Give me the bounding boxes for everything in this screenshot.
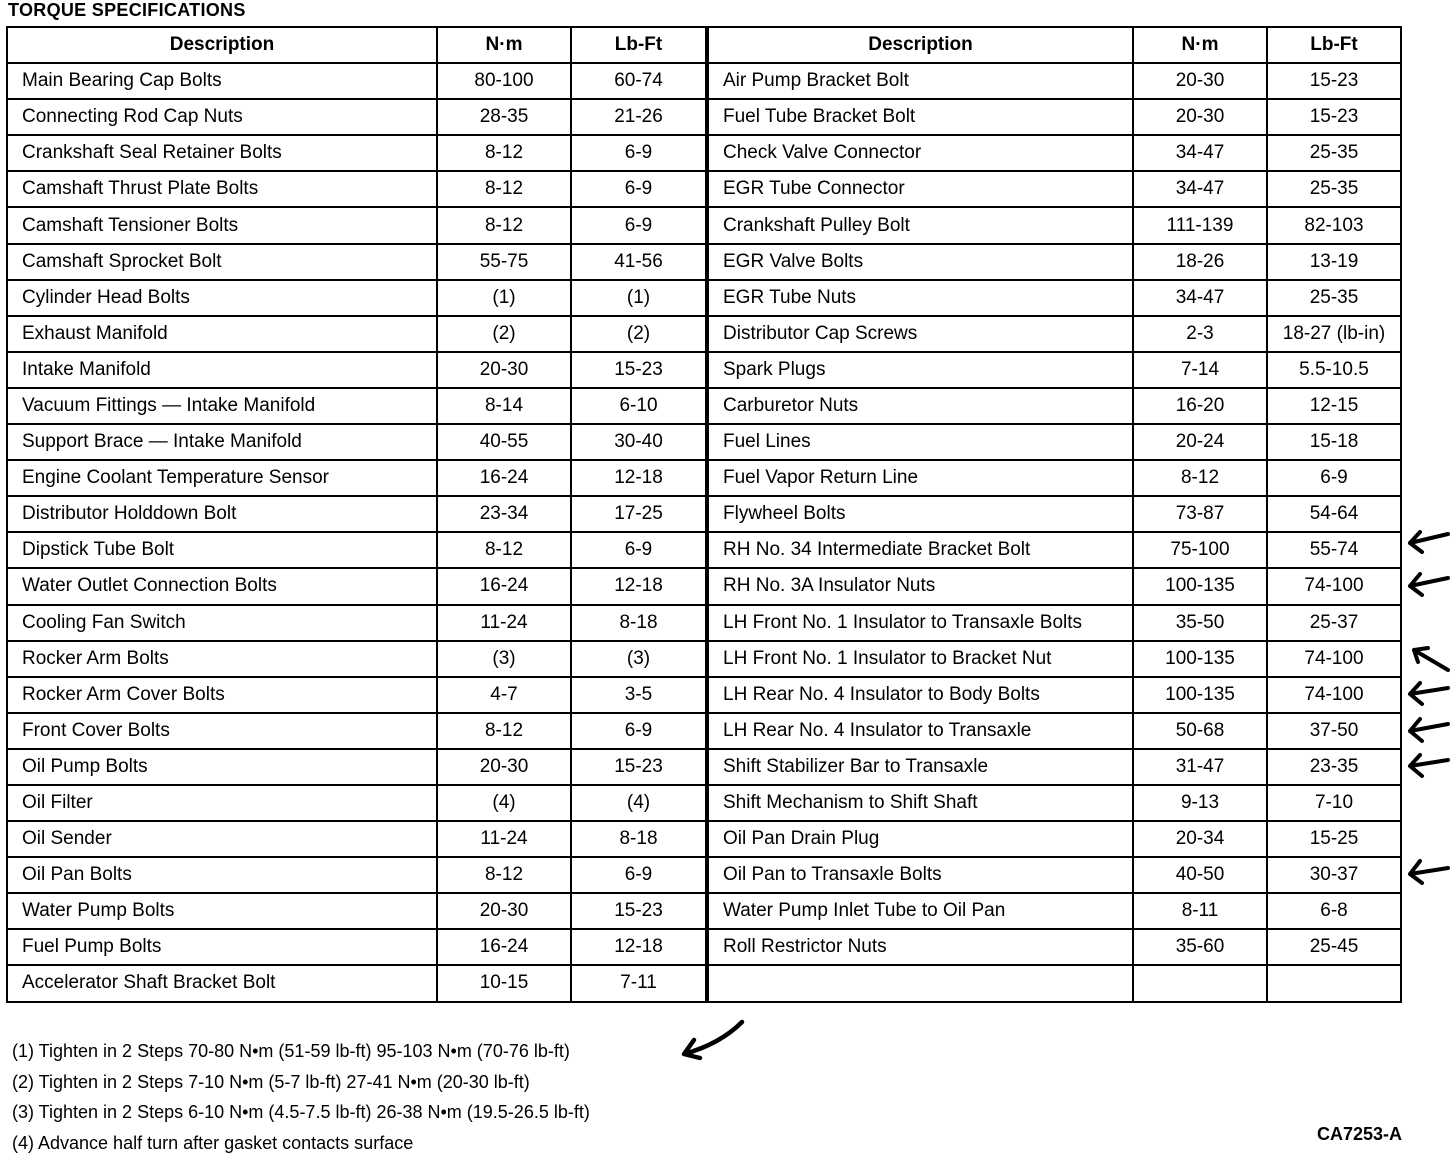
right-nm-cell: 100-135 xyxy=(1133,641,1267,677)
left-lbft-cell: (2) xyxy=(571,316,707,352)
table-row xyxy=(7,857,1401,893)
right-description-cell: Shift Stabilizer Bar to Transaxle xyxy=(707,749,1133,785)
table-row xyxy=(7,641,1401,677)
left-description-cell: Water Outlet Connection Bolts xyxy=(7,568,437,604)
left-nm-cell: 28-35 xyxy=(437,99,571,135)
left-lbft-cell: 8-18 xyxy=(571,821,707,857)
table-row xyxy=(7,496,1401,532)
left-nm-cell: 16-24 xyxy=(437,568,571,604)
right-nm-cell: 20-30 xyxy=(1133,63,1267,99)
left-description-cell: Exhaust Manifold xyxy=(7,316,437,352)
right-description-cell: Spark Plugs xyxy=(707,352,1133,388)
left-description-cell: Fuel Pump Bolts xyxy=(7,929,437,965)
left-description-cell: Dipstick Tube Bolt xyxy=(7,532,437,568)
left-lbft-cell: 41-56 xyxy=(571,244,707,280)
table-row xyxy=(7,280,1401,316)
right-lbft-cell: 12-15 xyxy=(1267,388,1401,424)
right-lbft-cell: 55-74 xyxy=(1267,532,1401,568)
footnotes xyxy=(12,1036,590,1158)
right-nm-cell: 35-60 xyxy=(1133,929,1267,965)
right-lbft-cell: 54-64 xyxy=(1267,496,1401,532)
right-description-cell: LH Front No. 1 Insulator to Transaxle Bolts xyxy=(707,605,1133,641)
right-description-cell: Carburetor Nuts xyxy=(707,388,1133,424)
right-description-cell: Fuel Vapor Return Line xyxy=(707,460,1133,496)
left-lbft-cell: 8-18 xyxy=(571,605,707,641)
right-description-cell: Roll Restrictor Nuts xyxy=(707,929,1133,965)
table-row xyxy=(7,749,1401,785)
left-description-cell: Cooling Fan Switch xyxy=(7,605,437,641)
right-lbft-cell: 25-35 xyxy=(1267,171,1401,207)
left-lbft-cell: 6-9 xyxy=(571,713,707,749)
right-lbft-cell: 15-23 xyxy=(1267,99,1401,135)
left-lbft-cell: 30-40 xyxy=(571,424,707,460)
arrow-icon xyxy=(1402,526,1450,556)
right-nm-cell: 7-14 xyxy=(1133,352,1267,388)
right-lbft-cell: 25-35 xyxy=(1267,280,1401,316)
right-description-cell xyxy=(707,965,1133,1001)
right-nm-cell: 8-11 xyxy=(1133,893,1267,929)
footnote-1: (1) Tighten in 2 Steps 70-80 N•m (51-59 lb-ft) 95-103 N•m (70-76 lb-ft) xyxy=(12,1036,590,1067)
right-lbft-cell: 74-100 xyxy=(1267,677,1401,713)
table-row xyxy=(7,63,1401,99)
left-description-cell: Vacuum Fittings — Intake Manifold xyxy=(7,388,437,424)
left-description-cell: Oil Pan Bolts xyxy=(7,857,437,893)
left-nm-cell: 8-12 xyxy=(437,207,571,243)
left-description-cell: Engine Coolant Temperature Sensor xyxy=(7,460,437,496)
right-nm-cell: 100-135 xyxy=(1133,568,1267,604)
left-nm-cell: 20-30 xyxy=(437,352,571,388)
table-row xyxy=(7,532,1401,568)
right-nm-cell: 20-30 xyxy=(1133,99,1267,135)
arrow-icon xyxy=(676,1018,746,1062)
left-nm-cell: 16-24 xyxy=(437,929,571,965)
left-nm-cell: 8-12 xyxy=(437,713,571,749)
left-nm-cell: 8-12 xyxy=(437,171,571,207)
right-lbft-cell: 25-37 xyxy=(1267,605,1401,641)
left-nm-cell: 8-14 xyxy=(437,388,571,424)
right-nm-cell: 34-47 xyxy=(1133,171,1267,207)
right-nm-header: N·m xyxy=(1133,27,1267,63)
table-row xyxy=(7,424,1401,460)
table-row xyxy=(7,677,1401,713)
right-nm-cell: 100-135 xyxy=(1133,677,1267,713)
table-row xyxy=(7,929,1401,965)
table-row xyxy=(7,713,1401,749)
left-description-cell: Oil Sender xyxy=(7,821,437,857)
left-description-cell: Oil Pump Bolts xyxy=(7,749,437,785)
table-row xyxy=(7,821,1401,857)
left-description-cell: Water Pump Bolts xyxy=(7,893,437,929)
arrow-icon xyxy=(1402,678,1450,708)
left-lbft-cell: 21-26 xyxy=(571,99,707,135)
table-row xyxy=(7,388,1401,424)
left-nm-cell: 4-7 xyxy=(437,677,571,713)
left-description-cell: Cylinder Head Bolts xyxy=(7,280,437,316)
left-lbft-cell: 7-11 xyxy=(571,965,707,1001)
right-lbft-cell: 15-23 xyxy=(1267,63,1401,99)
right-description-cell: Air Pump Bracket Bolt xyxy=(707,63,1133,99)
right-nm-cell: 18-26 xyxy=(1133,244,1267,280)
right-lbft-cell: 74-100 xyxy=(1267,568,1401,604)
right-description-cell: Check Valve Connector xyxy=(707,135,1133,171)
left-nm-cell: 55-75 xyxy=(437,244,571,280)
right-description-cell: Oil Pan Drain Plug xyxy=(707,821,1133,857)
left-description-cell: Rocker Arm Bolts xyxy=(7,641,437,677)
left-nm-cell: (4) xyxy=(437,785,571,821)
left-nm-cell: (1) xyxy=(437,280,571,316)
left-nm-header: N·m xyxy=(437,27,571,63)
right-nm-cell xyxy=(1133,965,1267,1001)
right-description-cell: Crankshaft Pulley Bolt xyxy=(707,207,1133,243)
right-description-cell: RH No. 34 Intermediate Bracket Bolt xyxy=(707,532,1133,568)
left-nm-cell: 10-15 xyxy=(437,965,571,1001)
left-lbft-cell: 12-18 xyxy=(571,929,707,965)
right-nm-cell: 73-87 xyxy=(1133,496,1267,532)
right-lbft-cell: 6-9 xyxy=(1267,460,1401,496)
right-description-cell: RH No. 3A Insulator Nuts xyxy=(707,568,1133,604)
table-row xyxy=(7,352,1401,388)
left-nm-cell: (3) xyxy=(437,641,571,677)
left-lbft-cell: 15-23 xyxy=(571,352,707,388)
left-lbft-cell: 6-9 xyxy=(571,135,707,171)
left-description-cell: Rocker Arm Cover Bolts xyxy=(7,677,437,713)
right-lbft-cell: 37-50 xyxy=(1267,713,1401,749)
right-nm-cell: 8-12 xyxy=(1133,460,1267,496)
torque-spec-table xyxy=(6,26,1402,1003)
right-nm-cell: 20-34 xyxy=(1133,821,1267,857)
page-title: TORQUE SPECIFICATIONS xyxy=(8,0,246,21)
arrow-icon xyxy=(1402,714,1450,744)
left-lbft-header: Lb-Ft xyxy=(571,27,707,63)
footnote-4: (4) Advance half turn after gasket contacts surface xyxy=(12,1128,590,1158)
left-nm-cell: 20-30 xyxy=(437,893,571,929)
left-lbft-cell: 6-9 xyxy=(571,857,707,893)
left-nm-cell: 8-12 xyxy=(437,532,571,568)
left-lbft-cell: 3-5 xyxy=(571,677,707,713)
table-row xyxy=(7,244,1401,280)
arrow-icon xyxy=(1402,750,1450,780)
right-lbft-cell: 15-25 xyxy=(1267,821,1401,857)
right-lbft-cell xyxy=(1267,965,1401,1001)
right-description-cell: LH Rear No. 4 Insulator to Transaxle xyxy=(707,713,1133,749)
left-description-cell: Camshaft Tensioner Bolts xyxy=(7,207,437,243)
left-nm-cell: 8-12 xyxy=(437,135,571,171)
table-row xyxy=(7,207,1401,243)
right-lbft-cell: 23-35 xyxy=(1267,749,1401,785)
right-description-cell: Shift Mechanism to Shift Shaft xyxy=(707,785,1133,821)
left-nm-cell: 11-24 xyxy=(437,605,571,641)
left-lbft-cell: 15-23 xyxy=(571,893,707,929)
right-description-cell: Fuel Lines xyxy=(707,424,1133,460)
right-nm-cell: 34-47 xyxy=(1133,280,1267,316)
right-lbft-cell: 7-10 xyxy=(1267,785,1401,821)
left-description-cell: Camshaft Sprocket Bolt xyxy=(7,244,437,280)
left-lbft-cell: 6-9 xyxy=(571,171,707,207)
left-description-cell: Main Bearing Cap Bolts xyxy=(7,63,437,99)
left-nm-cell: 11-24 xyxy=(437,821,571,857)
left-lbft-cell: 12-18 xyxy=(571,460,707,496)
left-lbft-cell: 60-74 xyxy=(571,63,707,99)
left-description-cell: Intake Manifold xyxy=(7,352,437,388)
left-nm-cell: 20-30 xyxy=(437,749,571,785)
left-description-cell: Accelerator Shaft Bracket Bolt xyxy=(7,965,437,1001)
right-description-cell: Distributor Cap Screws xyxy=(707,316,1133,352)
right-nm-cell: 75-100 xyxy=(1133,532,1267,568)
right-nm-cell: 31-47 xyxy=(1133,749,1267,785)
left-nm-cell: 40-55 xyxy=(437,424,571,460)
table-row xyxy=(7,171,1401,207)
right-nm-cell: 50-68 xyxy=(1133,713,1267,749)
right-description-cell: EGR Tube Nuts xyxy=(707,280,1133,316)
right-nm-cell: 34-47 xyxy=(1133,135,1267,171)
table-row xyxy=(7,785,1401,821)
left-description-cell: Crankshaft Seal Retainer Bolts xyxy=(7,135,437,171)
right-nm-cell: 111-139 xyxy=(1133,207,1267,243)
left-nm-cell: 8-12 xyxy=(437,857,571,893)
left-lbft-cell: 12-18 xyxy=(571,568,707,604)
left-lbft-cell: 6-9 xyxy=(571,532,707,568)
header-row xyxy=(7,27,1401,63)
table-row xyxy=(7,99,1401,135)
table-row xyxy=(7,135,1401,171)
right-lbft-cell: 74-100 xyxy=(1267,641,1401,677)
right-lbft-cell: 13-19 xyxy=(1267,244,1401,280)
left-lbft-cell: 17-25 xyxy=(571,496,707,532)
left-description-cell: Camshaft Thrust Plate Bolts xyxy=(7,171,437,207)
right-description-cell: Water Pump Inlet Tube to Oil Pan xyxy=(707,893,1133,929)
right-nm-cell: 2-3 xyxy=(1133,316,1267,352)
right-nm-cell: 9-13 xyxy=(1133,785,1267,821)
left-description-cell: Front Cover Bolts xyxy=(7,713,437,749)
right-description-cell: Fuel Tube Bracket Bolt xyxy=(707,99,1133,135)
table-row xyxy=(7,965,1401,1001)
left-description-cell: Distributor Holddown Bolt xyxy=(7,496,437,532)
figure-code: CA7253-A xyxy=(1317,1124,1402,1145)
right-description-cell: Flywheel Bolts xyxy=(707,496,1133,532)
right-lbft-cell: 25-45 xyxy=(1267,929,1401,965)
left-description-cell: Connecting Rod Cap Nuts xyxy=(7,99,437,135)
left-lbft-cell: 6-9 xyxy=(571,207,707,243)
right-lbft-header: Lb-Ft xyxy=(1267,27,1401,63)
right-description-cell: LH Rear No. 4 Insulator to Body Bolts xyxy=(707,677,1133,713)
footnote-3: (3) Tighten in 2 Steps 6-10 N•m (4.5-7.5 lb-ft) 26-38 N•m (19.5-26.5 lb-ft) xyxy=(12,1097,590,1128)
footnote-2: (2) Tighten in 2 Steps 7-10 N•m (5-7 lb-ft) 27-41 N•m (20-30 lb-ft) xyxy=(12,1067,590,1098)
left-lbft-cell: (4) xyxy=(571,785,707,821)
right-description-cell: LH Front No. 1 Insulator to Bracket Nut xyxy=(707,641,1133,677)
left-lbft-cell: 15-23 xyxy=(571,749,707,785)
table-row xyxy=(7,893,1401,929)
arrow-icon xyxy=(1402,856,1450,886)
right-nm-cell: 16-20 xyxy=(1133,388,1267,424)
right-nm-cell: 35-50 xyxy=(1133,605,1267,641)
left-lbft-cell: (3) xyxy=(571,641,707,677)
right-nm-cell: 40-50 xyxy=(1133,857,1267,893)
table-row xyxy=(7,316,1401,352)
left-lbft-cell: (1) xyxy=(571,280,707,316)
right-lbft-cell: 15-18 xyxy=(1267,424,1401,460)
table-row xyxy=(7,568,1401,604)
table-row xyxy=(7,460,1401,496)
left-description-cell: Oil Filter xyxy=(7,785,437,821)
left-lbft-cell: 6-10 xyxy=(571,388,707,424)
left-nm-cell: 23-34 xyxy=(437,496,571,532)
right-description-cell: EGR Valve Bolts xyxy=(707,244,1133,280)
right-nm-cell: 20-24 xyxy=(1133,424,1267,460)
left-nm-cell: 80-100 xyxy=(437,63,571,99)
right-lbft-cell: 18-27 (lb-in) xyxy=(1267,316,1401,352)
right-lbft-cell: 82-103 xyxy=(1267,207,1401,243)
right-lbft-cell: 25-35 xyxy=(1267,135,1401,171)
right-description-cell: EGR Tube Connector xyxy=(707,171,1133,207)
left-description-cell: Support Brace — Intake Manifold xyxy=(7,424,437,460)
right-description-header: Description xyxy=(707,27,1133,63)
left-nm-cell: (2) xyxy=(437,316,571,352)
arrow-icon xyxy=(1404,640,1452,674)
right-lbft-cell: 5.5-10.5 xyxy=(1267,352,1401,388)
left-description-header: Description xyxy=(7,27,437,63)
right-lbft-cell: 6-8 xyxy=(1267,893,1401,929)
right-lbft-cell: 30-37 xyxy=(1267,857,1401,893)
left-nm-cell: 16-24 xyxy=(437,460,571,496)
right-description-cell: Oil Pan to Transaxle Bolts xyxy=(707,857,1133,893)
table-row xyxy=(7,605,1401,641)
arrow-icon xyxy=(1402,568,1450,598)
